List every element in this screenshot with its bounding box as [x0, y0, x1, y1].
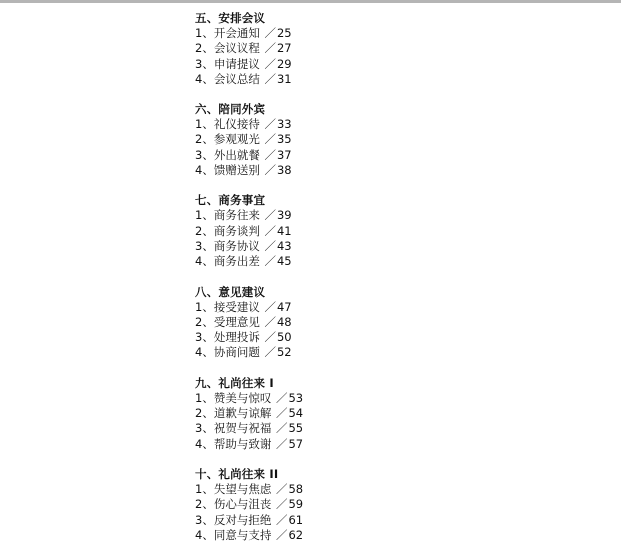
- entry-number: 2: [195, 406, 203, 421]
- entry-number: 3: [195, 238, 203, 253]
- entry-page-number: 47: [276, 299, 292, 314]
- toc-section: [195, 193, 315, 269]
- toc-entry: [195, 117, 293, 132]
- entry-title: 外出就餐: [213, 147, 260, 162]
- page-separator: ／: [260, 132, 276, 147]
- page-separator: ／: [260, 299, 276, 314]
- page-separator: ／: [260, 163, 276, 178]
- toc-entry: [195, 300, 293, 315]
- entry-number-separator: 、: [202, 314, 214, 329]
- page-separator: ／: [260, 117, 276, 132]
- section-title: 十、礼尚往来 II: [195, 466, 279, 481]
- entry-number-separator: 、: [202, 147, 214, 162]
- page-separator: ／: [260, 345, 276, 360]
- entry-title: 祝贺与祝福: [213, 421, 272, 436]
- toc-section: [195, 102, 315, 178]
- toc-entry: [195, 421, 305, 436]
- page-separator: ／: [260, 208, 276, 223]
- page-separator: ／: [260, 223, 276, 238]
- entry-page-number: 58: [288, 481, 304, 496]
- entry-page-number: 37: [276, 147, 292, 162]
- page-separator: ／: [260, 56, 276, 71]
- toc-entry: [195, 391, 305, 406]
- entry-title: 商务往来: [213, 208, 260, 223]
- entry-number-separator: 、: [202, 497, 214, 512]
- entry-page-number: 25: [276, 26, 292, 40]
- entry-number-separator: 、: [202, 345, 214, 360]
- toc-entry: [195, 26, 293, 41]
- toc-entry: [195, 406, 305, 421]
- entry-page-number: 62: [288, 527, 304, 542]
- entry-number-separator: 、: [202, 254, 214, 269]
- toc-entry: [195, 163, 293, 178]
- entry-number-separator: 、: [202, 117, 214, 132]
- entry-number: 3: [195, 512, 203, 527]
- section-title: 九、礼尚往来 I: [195, 375, 274, 390]
- toc-entry: [195, 513, 305, 528]
- toc-section: [195, 467, 315, 543]
- toc-entry: [195, 482, 305, 497]
- page-separator: ／: [260, 26, 276, 40]
- entry-page-number: 27: [276, 41, 292, 56]
- entry-title: 申请提议: [213, 56, 260, 71]
- page-separator: ／: [260, 330, 276, 345]
- entry-number: 1: [195, 26, 203, 40]
- table-of-contents: [195, 11, 315, 557]
- toc-entry: [195, 72, 293, 87]
- document-page: [0, 3, 621, 557]
- entry-number-separator: 、: [202, 26, 214, 40]
- entry-number-separator: 、: [202, 56, 214, 71]
- toc-entry: [195, 132, 293, 147]
- entry-number: 1: [195, 208, 203, 223]
- entry-number-separator: 、: [202, 527, 214, 542]
- entry-page-number: 38: [276, 163, 292, 178]
- entry-title: 受理意见: [213, 314, 260, 329]
- entry-number: 4: [195, 71, 203, 86]
- toc-entry: [195, 148, 293, 163]
- entry-title: 馈赠送别: [213, 163, 260, 178]
- page-separator: ／: [260, 314, 276, 329]
- entry-number: 1: [195, 481, 203, 496]
- entry-number-separator: 、: [202, 163, 214, 178]
- toc-entry: [195, 41, 293, 56]
- entry-page-number: 29: [276, 56, 292, 71]
- entry-page-number: 39: [276, 208, 292, 223]
- entry-number: 4: [195, 345, 203, 360]
- entry-number-separator: 、: [202, 330, 214, 345]
- entry-title: 商务谈判: [213, 223, 260, 238]
- page-separator: ／: [260, 41, 276, 56]
- entry-page-number: 61: [288, 512, 304, 527]
- toc-section: [195, 11, 315, 87]
- toc-entry: [195, 345, 293, 360]
- entry-number: 1: [195, 117, 203, 132]
- entry-title: 伤心与沮丧: [213, 497, 272, 512]
- entry-title: 赞美与惊叹: [213, 390, 272, 405]
- entry-number-separator: 、: [202, 132, 214, 147]
- entry-number-separator: 、: [202, 41, 214, 56]
- entry-number-separator: 、: [202, 208, 214, 223]
- entry-number-separator: 、: [202, 71, 214, 86]
- toc-entry: [195, 528, 305, 543]
- entry-number: 4: [195, 254, 203, 269]
- entry-number-separator: 、: [202, 299, 214, 314]
- toc-entry: [195, 330, 293, 345]
- entry-number: 2: [195, 132, 203, 147]
- entry-number: 2: [195, 41, 203, 56]
- page-separator: ／: [260, 147, 276, 162]
- entry-number: 2: [195, 497, 203, 512]
- section-title: 七、商务事宜: [195, 193, 266, 208]
- entry-title: 参观观光: [213, 132, 260, 147]
- page-separator: ／: [272, 497, 288, 512]
- entry-title: 会议议程: [213, 41, 260, 56]
- entry-number: 3: [195, 330, 203, 345]
- entry-number-separator: 、: [202, 406, 214, 421]
- page-separator: ／: [272, 421, 288, 436]
- entry-page-number: 59: [288, 497, 304, 512]
- entry-page-number: 43: [276, 238, 292, 253]
- entry-title: 商务出差: [213, 254, 260, 269]
- entry-page-number: 35: [276, 132, 292, 147]
- entry-page-number: 50: [276, 330, 292, 345]
- section-title: 六、陪同外宾: [195, 102, 266, 117]
- entry-page-number: 55: [288, 421, 304, 436]
- entry-number: 3: [195, 421, 203, 436]
- entry-title: 道歉与谅解: [213, 406, 272, 421]
- toc-section: [195, 376, 315, 452]
- entry-title: 会议总结: [213, 71, 260, 86]
- entry-page-number: 54: [288, 406, 304, 421]
- entry-number: 3: [195, 56, 203, 71]
- entry-number: 2: [195, 314, 203, 329]
- section-title: 五、安排会议: [195, 11, 266, 25]
- entry-title: 同意与支持: [213, 527, 272, 542]
- entry-page-number: 45: [276, 254, 292, 269]
- toc-entry: [195, 315, 293, 330]
- entry-number: 3: [195, 147, 203, 162]
- toc-entry: [195, 57, 293, 72]
- page-separator: ／: [272, 436, 288, 451]
- entry-number-separator: 、: [202, 512, 214, 527]
- entry-number-separator: 、: [202, 390, 214, 405]
- toc-entry: [195, 437, 305, 452]
- page-separator: ／: [272, 512, 288, 527]
- entry-title: 商务协议: [213, 238, 260, 253]
- entry-title: 反对与拒绝: [213, 512, 272, 527]
- entry-number: 4: [195, 436, 203, 451]
- toc-section: [195, 285, 315, 361]
- toc-entry: [195, 239, 293, 254]
- entry-number: 2: [195, 223, 203, 238]
- toc-entry: [195, 224, 293, 239]
- page-separator: ／: [272, 527, 288, 542]
- page-separator: ／: [272, 390, 288, 405]
- entry-number: 1: [195, 299, 203, 314]
- entry-title: 接受建议: [213, 299, 260, 314]
- entry-title: 失望与焦虑: [213, 481, 272, 496]
- entry-number-separator: 、: [202, 436, 214, 451]
- toc-entry: [195, 254, 293, 269]
- page-separator: ／: [260, 71, 276, 86]
- entry-number-separator: 、: [202, 238, 214, 253]
- entry-page-number: 31: [276, 71, 292, 86]
- page-separator: ／: [272, 481, 288, 496]
- entry-number-separator: 、: [202, 481, 214, 496]
- entry-title: 礼仪接待: [213, 117, 260, 132]
- entry-page-number: 48: [276, 314, 292, 329]
- page-separator: ／: [260, 238, 276, 253]
- entry-number: 4: [195, 527, 203, 542]
- entry-page-number: 52: [276, 345, 292, 360]
- entry-title: 协商问题: [213, 345, 260, 360]
- page-separator: ／: [260, 254, 276, 269]
- entry-page-number: 41: [276, 223, 292, 238]
- entry-title: 处理投诉: [213, 330, 260, 345]
- entry-page-number: 33: [276, 117, 292, 132]
- page-separator: ／: [272, 406, 288, 421]
- entry-title: 开会通知: [213, 26, 260, 40]
- section-title: 八、意见建议: [195, 284, 266, 299]
- entry-number: 1: [195, 390, 203, 405]
- entry-title: 帮助与致谢: [213, 436, 272, 451]
- entry-page-number: 57: [288, 436, 304, 451]
- toc-entry: [195, 208, 293, 223]
- toc-entry: [195, 497, 305, 512]
- entry-number: 4: [195, 163, 203, 178]
- entry-number-separator: 、: [202, 223, 214, 238]
- entry-page-number: 53: [288, 390, 304, 405]
- entry-number-separator: 、: [202, 421, 214, 436]
